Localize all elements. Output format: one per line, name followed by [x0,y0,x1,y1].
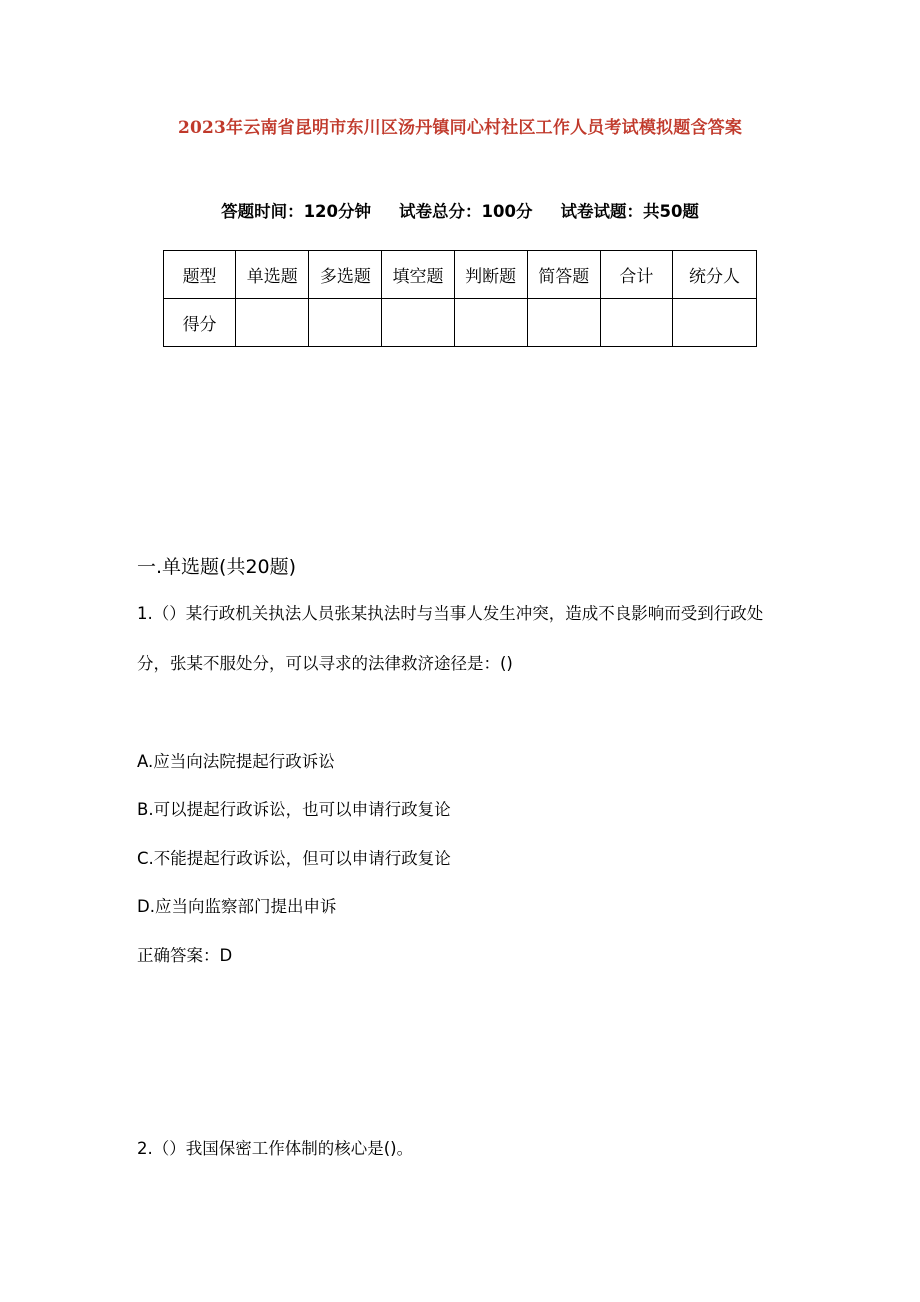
question-2-text: 2.（）我国保密工作体制的核心是()。 [137,1139,414,1158]
score-row-label: 得分 [164,299,236,347]
score-cell [454,299,527,347]
score-header-cell: 判断题 [454,251,527,299]
score-header-cell: 合计 [600,251,672,299]
score-table-score-row [164,299,757,347]
score-header-cell: 统分人 [672,251,756,299]
score-header-cell: 单选题 [236,251,309,299]
question-1-option-b: B.可以提起行政诉讼，也可以申请行政复论 [137,800,451,819]
score-cell [236,299,309,347]
score-header-cell: 多选题 [309,251,382,299]
exam-meta [0,198,920,222]
document-title: 2023年云南省昆明市东川区汤丹镇同心村社区工作人员考试模拟题含答案 [177,118,743,138]
exam-total-score: 试卷总分：100分 [399,202,533,221]
exam-time: 答题时间：120分钟 [221,202,372,221]
score-cell [309,299,382,347]
score-header-cell: 简答题 [527,251,600,299]
question-1-option-c: C.不能提起行政诉讼，但可以申请行政复论 [137,849,451,868]
score-cell [600,299,672,347]
question-1-option-a: A.应当向法院提起行政诉讼 [137,752,335,771]
score-cell [672,299,756,347]
score-cell [527,299,600,347]
score-header-cell: 题型 [164,251,236,299]
score-table [163,250,757,347]
score-cell [382,299,454,347]
question-1-answer: 正确答案：D [137,946,233,965]
section-title: 一.单选题(共20题) [137,556,297,578]
question-1-option-d: D.应当向监察部门提出申诉 [137,897,337,916]
score-header-cell: 填空题 [382,251,454,299]
question-1-text: 1.（）某行政机关执法人员张某执法时与当事人发生冲突，造成不良影响而受到行政处分，张某不服处分，可以寻求的法律救济途径是：() [137,604,764,673]
score-table-header-row [164,251,757,299]
exam-question-count: 试卷试题：共50题 [560,202,699,221]
